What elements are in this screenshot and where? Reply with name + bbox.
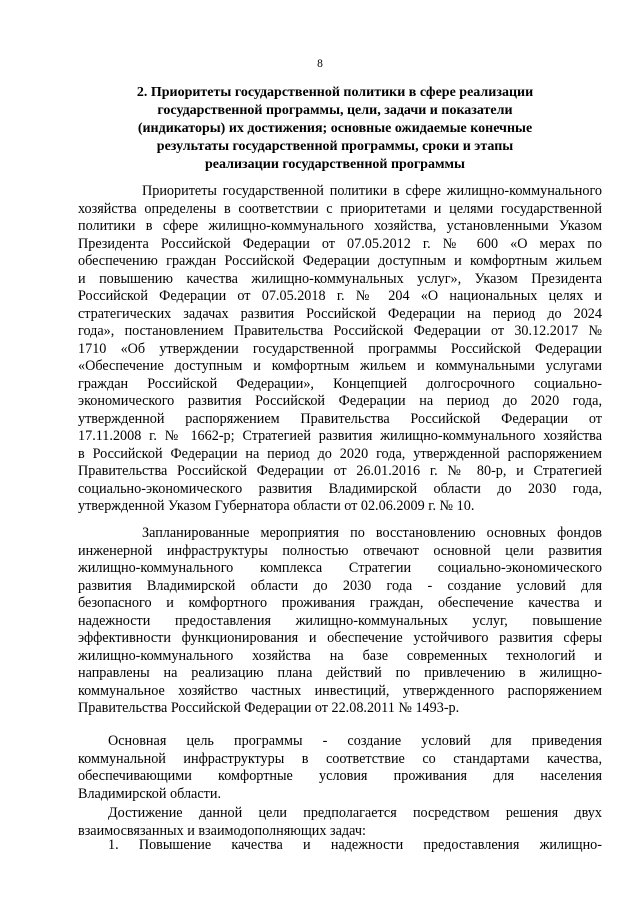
text-line: в Российской Федерации на период до 2020 года, утвержденной распоряжением: [78, 445, 602, 462]
text-line: хозяйства определены в соответствии с приоритетами и целями государственной: [78, 200, 602, 217]
text-line: утвержденной распоряжением Правительства Российской Федерации от: [78, 410, 602, 427]
text-line: развития Владимирской области до 2030 года - создание условий для: [78, 577, 602, 594]
paragraph-main-goal: [78, 733, 602, 803]
text-line: стратегических задачах развития Российской Федерации на период до 2024: [78, 305, 602, 322]
text-line: взаимосвязанных и взаимодополняющих задач:: [78, 822, 366, 839]
text-line: коммунальной инфраструктуры в соответствие со стандартами качества,: [78, 750, 602, 767]
text-line: жилищно-коммунального хозяйства на базе современных технологий и: [78, 647, 602, 664]
text-line: Правительства Российской Федерации от 26.01.2016 г. № 80-р, и Стратегией: [78, 463, 602, 479]
text-line: Владимирской области.: [78, 785, 221, 802]
text-line: Правительства Российской Федерации от 22.08.2011 № 1493-р.: [78, 700, 460, 716]
text-line: безопасного и комфортного проживания граждан, обеспечение качества и: [78, 595, 602, 611]
paragraph-priorities: [78, 183, 602, 516]
paragraph-planned-measures: [78, 525, 602, 718]
text-line: граждан Российской Федерации», Концепцией долгосрочного социально-: [78, 375, 602, 392]
heading-line: реализации государственной программы: [205, 157, 465, 172]
text-line: Запланированные мероприятия по восстановлению основных фондов: [142, 525, 602, 541]
text-line: 1710 «Об утверждении государственной программы Российской Федерации: [78, 340, 602, 357]
text-line: Достижение данной цели предполагается посредством решения двух: [108, 805, 602, 821]
text-line: обеспечению граждан Российской Федерации доступным и комфортным жильем: [78, 253, 602, 269]
heading-line: результаты государственной программы, сроки и этапы: [156, 139, 514, 154]
text-line: «Обеспечение доступным и комфортным жильем и коммунальными услугами: [78, 358, 602, 374]
text-line: утвержденной Указом Губернатора области от 02.06.2009 г. № 10.: [78, 498, 475, 514]
text-line: 17.11.2008 г. № 1662-р; Стратегией развития жилищно-коммунального хозяйства: [78, 428, 602, 444]
text-line: года», постановлением Правительства Российской Федерации от 30.12.2017 №: [78, 323, 602, 339]
text-line: экономического развития Российской Федерации на период до 2020 года,: [78, 393, 602, 409]
section-heading: [100, 84, 570, 174]
text-line: направлены на реализацию плана действий по привлечению в жилищно-: [78, 665, 602, 681]
text-line: и повышению качества жилищно-коммунальных услуг», Указом Президента: [78, 270, 602, 287]
text-line: надежности предоставления жилищно-коммунальных услуг, повышение: [78, 612, 602, 629]
text-line: социально-экономического развития Владимирской области до 2030 года,: [78, 480, 602, 497]
text-line: Приоритеты государственной политики в сфере жилищно-коммунального: [142, 183, 602, 199]
paragraph-task-1: [78, 837, 602, 855]
heading-line: государственной программы, цели, задачи и показатели: [157, 103, 513, 118]
text-line: коммунальное хозяйство частных инвестиций, утвержденного распоряжением: [78, 682, 602, 699]
text-line: эффективности функционирования и обеспечение устойчивого развития сферы: [78, 630, 602, 646]
text-line: Президента Российской Федерации от 07.05.2012 г. № 600 «О мерах по: [78, 235, 602, 252]
page-number: 8: [317, 58, 323, 70]
text-line: Российской Федерации от 07.05.2018 г. № 204 «О национальных целях и: [78, 288, 602, 304]
heading-line: 2. Приоритеты государственной политики в сфере реализации: [136, 85, 534, 100]
text-line: жилищно-коммунального комплекса Стратегии социально-экономического: [78, 560, 602, 576]
text-line: политики в сфере жилищно-коммунального хозяйства, установленными Указом: [78, 218, 602, 234]
heading-line: (индикаторы) их достижения; основные ожидаемые конечные: [137, 121, 533, 136]
text-line: обеспечивающими комфортные условия проживания для населения: [78, 768, 602, 784]
text-line: инженерной инфраструктуры полностью отвечают основной цели развития: [78, 542, 602, 559]
paragraph-goal-achievement: [78, 805, 602, 840]
text-line: 1. Повышение качества и надежности предоставления жилищно-: [108, 837, 602, 853]
text-line: Основная цель программы - создание условий для приведения: [108, 733, 602, 749]
